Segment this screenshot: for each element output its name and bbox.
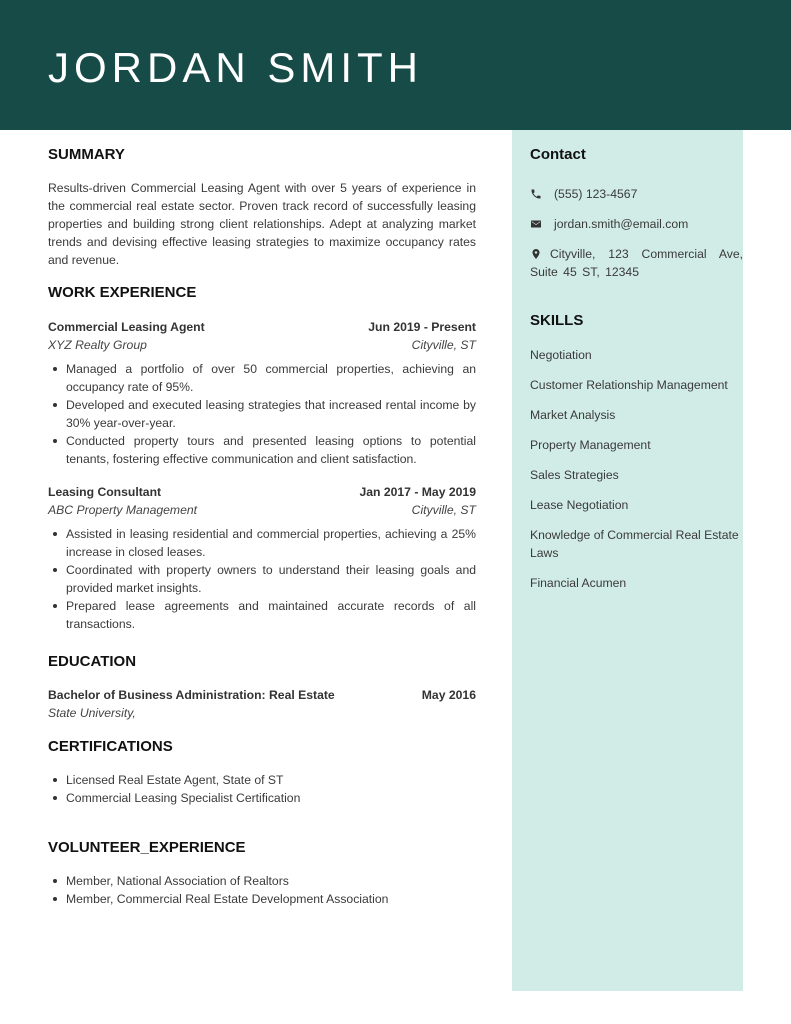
candidate-name: JORDAN SMITH bbox=[48, 44, 423, 91]
job-header bbox=[48, 483, 476, 501]
certification-item: Commercial Leasing Specialist Certification bbox=[48, 789, 476, 807]
education-degree: Bachelor of Business Administration: Real Estate bbox=[48, 688, 335, 702]
envelope-icon bbox=[530, 218, 542, 230]
certifications-heading: CERTIFICATIONS bbox=[48, 738, 173, 755]
job-bullet: Developed and executed leasing strategies that increased rental income by 30% year-over-year. bbox=[48, 396, 476, 432]
job-location: Cityville, ST bbox=[411, 338, 476, 352]
education-header bbox=[48, 686, 476, 704]
job-bullet: Prepared lease agreements and maintained accurate records of all transactions. bbox=[48, 597, 476, 633]
job-bullet: Conducted property tours and presented leasing options to potential tenants, fostering effective communication and client satisfaction. bbox=[48, 432, 476, 468]
job-company: XYZ Realty Group bbox=[48, 338, 147, 352]
address-text: Cityville, 123 Commercial Ave, Suite 45 ST, 12345 bbox=[530, 247, 743, 279]
phone-icon bbox=[530, 188, 542, 200]
job-title: Commercial Leasing Agent bbox=[48, 320, 205, 334]
volunteer-list bbox=[48, 872, 476, 908]
job-subheader bbox=[48, 336, 476, 354]
certification-item: Licensed Real Estate Agent, State of ST bbox=[48, 771, 476, 789]
job-subheader bbox=[48, 501, 476, 519]
job-dates: Jun 2019 - Present bbox=[368, 320, 476, 334]
skill-item: Financial Acumen bbox=[530, 576, 627, 590]
work-experience-heading: WORK EXPERIENCE bbox=[48, 284, 197, 301]
certifications-list bbox=[48, 771, 476, 807]
education-heading: EDUCATION bbox=[48, 653, 137, 670]
skill-item: Property Management bbox=[530, 438, 651, 452]
education-school: State University, bbox=[48, 706, 136, 720]
skill-item: Sales Strategies bbox=[530, 468, 619, 482]
summary-heading: SUMMARY bbox=[48, 146, 125, 163]
map-pin-icon bbox=[530, 248, 542, 260]
job-dates: Jan 2017 - May 2019 bbox=[359, 485, 476, 499]
skill-item: Market Analysis bbox=[530, 408, 616, 422]
job-bullet: Coordinated with property owners to understand their leasing goals and provided market insights. bbox=[48, 561, 476, 597]
phone-text: (555) 123-4567 bbox=[554, 187, 638, 201]
skills-heading: SKILLS bbox=[530, 312, 584, 329]
job-bullets bbox=[48, 360, 476, 468]
job-bullet: Assisted in leasing residential and commercial properties, achieving a 25% increase in closed leases. bbox=[48, 525, 476, 561]
job-title: Leasing Consultant bbox=[48, 485, 162, 499]
volunteer-item: Member, Commercial Real Estate Development Association bbox=[48, 890, 476, 908]
job-bullet: Managed a portfolio of over 50 commercial properties, achieving an occupancy rate of 95%. bbox=[48, 360, 476, 396]
education-subheader bbox=[48, 704, 476, 722]
skill-item: Lease Negotiation bbox=[530, 498, 629, 512]
contact-heading: Contact bbox=[530, 146, 586, 163]
contact-address bbox=[530, 245, 743, 281]
header-banner bbox=[0, 0, 791, 130]
job-bullets bbox=[48, 525, 476, 633]
contact-email bbox=[530, 215, 743, 233]
volunteer-heading: VOLUNTEER_EXPERIENCE bbox=[48, 839, 246, 856]
job-header bbox=[48, 318, 476, 336]
contact-phone bbox=[530, 185, 743, 203]
skill-item: Knowledge of Commercial Real Estate Laws bbox=[530, 528, 739, 560]
education-date: May 2016 bbox=[421, 688, 476, 702]
job-location: Cityville, ST bbox=[411, 503, 476, 517]
skill-item: Negotiation bbox=[530, 348, 592, 362]
volunteer-item: Member, National Association of Realtors bbox=[48, 872, 476, 890]
summary-text: Results-driven Commercial Leasing Agent with over 5 years of experience in the commercial real estate sector. Proven track record of successfully leasing properties and building strong client relationships. Adept at analyzing market trends and devising effective leasing strategies to maximize occupancy rates and revenue. bbox=[48, 181, 476, 267]
email-text: jordan.smith@email.com bbox=[554, 217, 689, 231]
skill-item: Customer Relationship Management bbox=[530, 378, 728, 392]
job-company: ABC Property Management bbox=[48, 503, 198, 517]
